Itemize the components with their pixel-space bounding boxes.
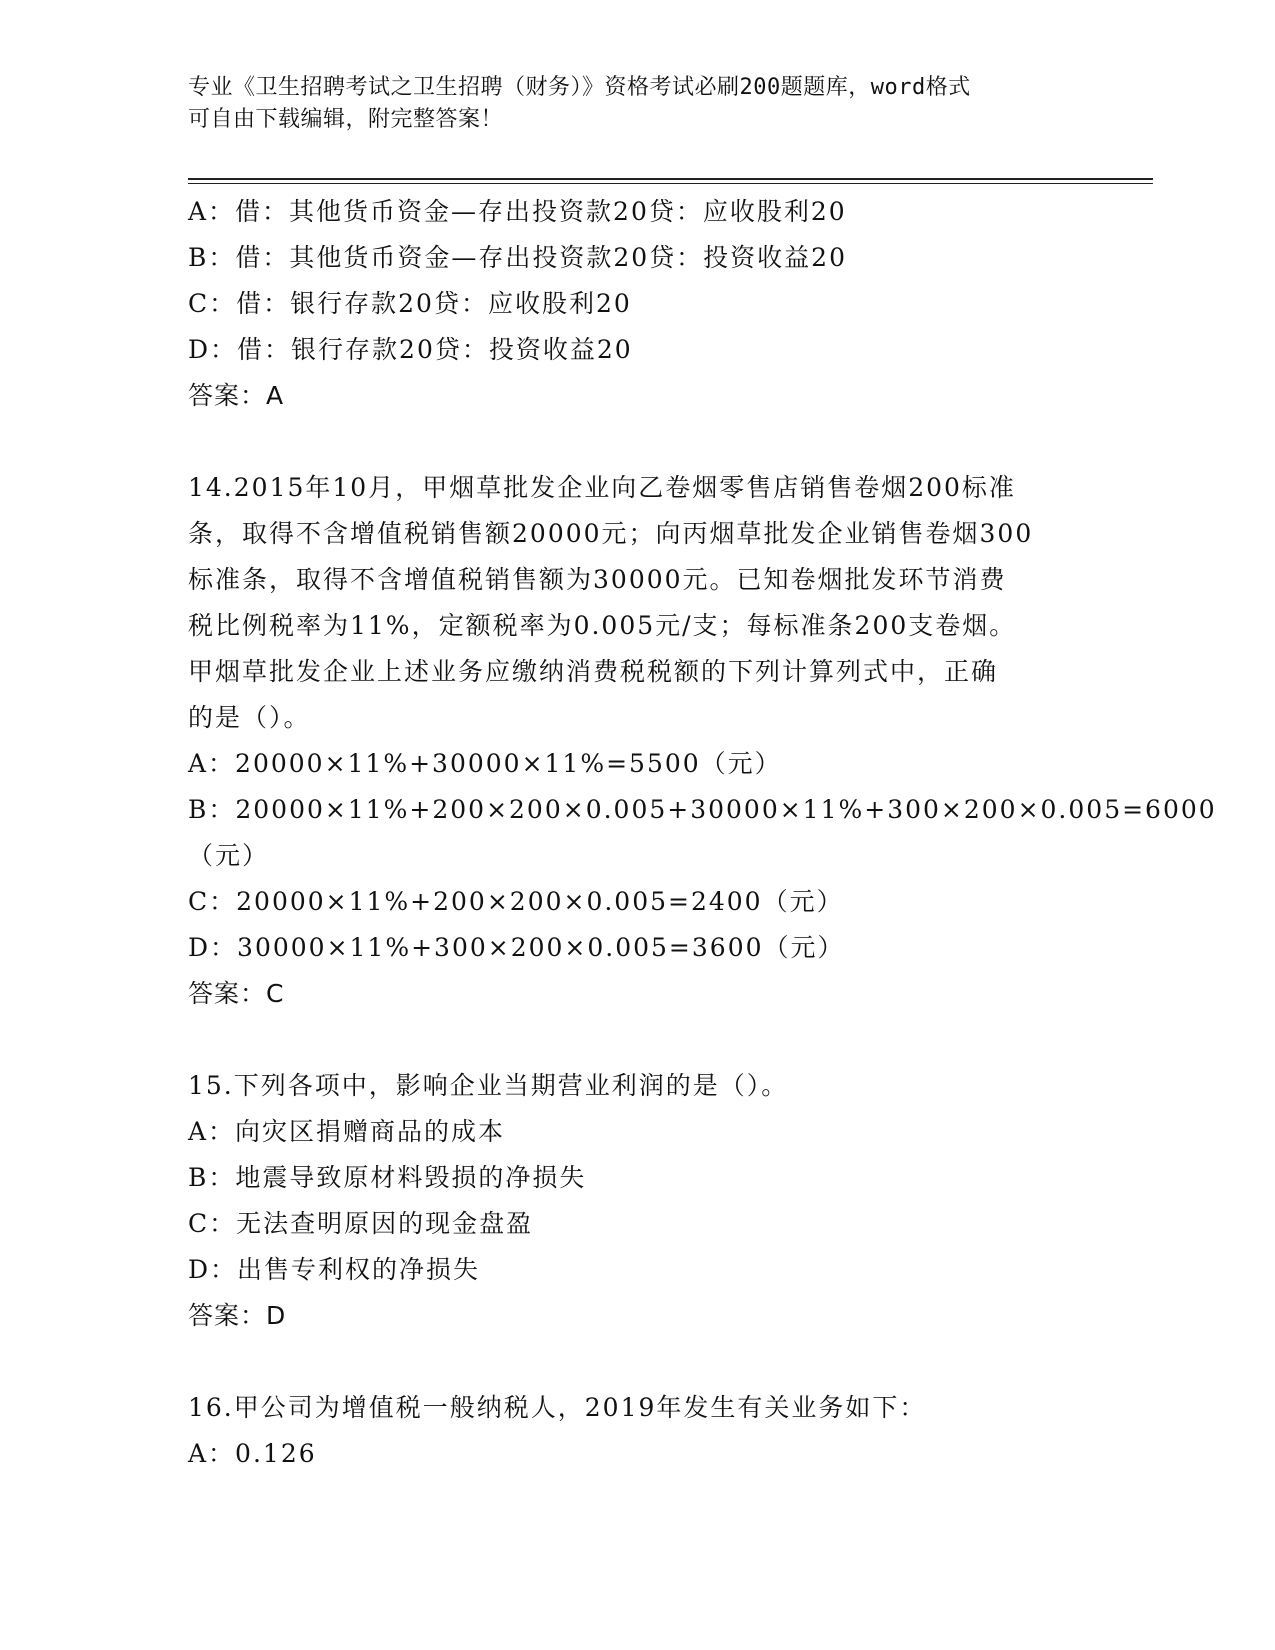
option-b: B：借：其他货币资金—存出投资款20贷：投资收益20 — [188, 243, 847, 272]
answer-label: 答案：A — [188, 381, 285, 410]
option-d: D：30000×11%+300×200×0.005=3600（元） — [188, 933, 845, 962]
option-b: B：地震导致原材料毁损的净损失 — [188, 1163, 587, 1192]
question-stem-line: 15.下列各项中，影响企业当期营业利润的是（）。 — [188, 1071, 789, 1100]
document-header — [188, 72, 1068, 136]
question-stem-line: 条，取得不含增值税销售额20000元；向丙烟草批发企业销售卷烟300 — [188, 519, 1034, 548]
spacer — [188, 1017, 1088, 1063]
option-b-continued: （元） — [188, 841, 270, 870]
question-stem-line: 税比例税率为11%，定额税率为0.005元/支；每标准条200支卷烟。 — [188, 611, 1017, 640]
option-b: B：20000×11%+200×200×0.005+30000×11%+300×200×0.005=6000 — [188, 795, 1217, 824]
option-a: A：0.126 — [188, 1439, 317, 1468]
question-stem-line: 14.2015年10月，甲烟草批发企业向乙卷烟零售店销售卷烟200标准 — [188, 473, 1016, 502]
answer-label: 答案：C — [188, 979, 285, 1008]
spacer — [188, 419, 1088, 465]
question-content — [188, 189, 1217, 1477]
header-divider-thin — [188, 183, 1153, 184]
header-title-line-1: 专业《卫生招聘考试之卫生招聘（财务）》资格考试必刷200题题库，word格式 — [188, 75, 971, 100]
question-stem-line: 16.甲公司为增值税一般纳税人，2019年发生有关业务如下： — [188, 1393, 927, 1422]
answer-label: 答案：D — [188, 1301, 287, 1330]
option-a: A：借：其他货币资金—存出投资款20贷：应收股利20 — [188, 197, 847, 226]
header-title-line-2: 可自由下载编辑，附完整答案！ — [188, 107, 504, 132]
option-a: A：20000×11%+30000×11%=5500（元） — [188, 749, 782, 778]
question-stem-line: 标准条，取得不含增值税销售额为30000元。已知卷烟批发环节消费 — [188, 565, 1007, 594]
spacer — [188, 1339, 1088, 1385]
question-14 — [188, 465, 1217, 1017]
option-d: D：借：银行存款20贷：投资收益20 — [188, 335, 633, 364]
question-13 — [188, 189, 1088, 419]
question-stem-line: 的是（）。 — [188, 703, 311, 732]
option-c: C：借：银行存款20贷：应收股利20 — [188, 289, 632, 318]
question-16 — [188, 1385, 1088, 1477]
question-15 — [188, 1063, 1088, 1339]
option-c: C：无法查明原因的现金盘盈 — [188, 1209, 534, 1238]
option-a: A：向灾区捐赠商品的成本 — [188, 1117, 506, 1146]
question-stem-line: 甲烟草批发企业上述业务应缴纳消费税税额的下列计算列式中，正确 — [188, 657, 999, 686]
option-c: C：20000×11%+200×200×0.005=2400（元） — [188, 887, 844, 916]
header-divider-thick — [188, 178, 1153, 180]
option-d: D：出售专利权的净损失 — [188, 1255, 481, 1284]
